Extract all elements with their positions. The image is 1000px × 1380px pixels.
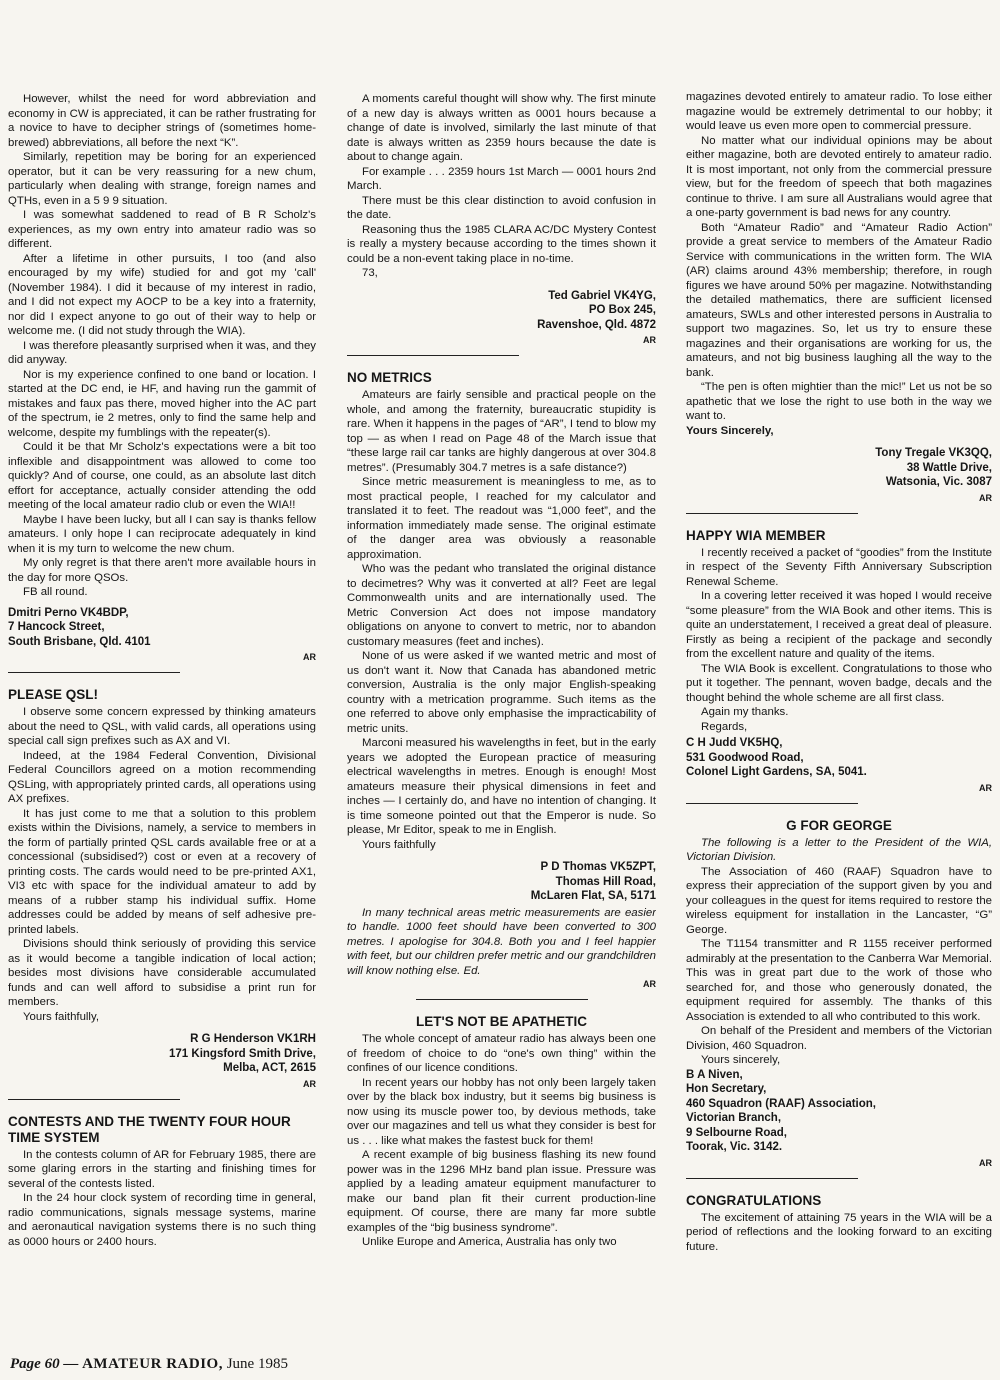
signature-line: P D Thomas VK5ZPT, — [540, 861, 656, 873]
paragraph: In the 24 hour clock system of recording time in general, radio communications, signals message systems, marine and aeronautical navigation systems there is no such thing as 0000 hours or 2400 hours. — [8, 1192, 316, 1248]
signature-judd — [686, 736, 992, 780]
paragraph: Amateurs are fairly sensible and practical people on the whole, and among the fraternity, bureaucratic stupidity is rare. When it happens in the pages of “AR”, I tend to blow my top — as when I read on Page 48 of the March issue that “these large rail car tanks are highly dangerous at over 304.8 metres”. (Presumably 304.7 metres is a safe distance?) — [347, 389, 656, 474]
signature-line: 38 Wattle Drive, — [906, 461, 992, 474]
signature-line: Hon Secretary, — [686, 1083, 767, 1095]
signature-henderson — [8, 1032, 316, 1076]
column-2 — [347, 92, 656, 1348]
paragraph: The Association of 460 (RAAF) Squadron have to express their appreciation of the support given by you and your colleagues in the quest for items required to restore the wireless equipment for installation in the Lancaster, “G” George. — [686, 865, 992, 936]
section-divider — [347, 355, 519, 356]
footer-issue-date: June 1985 — [222, 1356, 288, 1372]
signature-tregale — [686, 446, 992, 490]
ar-mark: AR — [303, 652, 316, 662]
editor-note: In many technical areas metric measurements are easier to handle. 1000 feet should have been converted to 300 metres. I apologise for 304.8. Both you and I feel happier with feet, but our children prefer metric and our grandchildren will know nothing else. Ed. — [347, 906, 656, 977]
paragraph: A moments careful thought will show why. The first minute of a new day is always written as 0001 hours because a change of date is involved, similarly the last minute of that date is always written as 2359 hours because the date is about to change again. — [347, 93, 656, 163]
signature-line: Toorak, Vic. 3142. — [686, 1141, 783, 1153]
section-divider — [686, 1178, 858, 1179]
signature-line: 9 Selbourne Road, — [686, 1126, 787, 1139]
signature-line: B A Niven, — [686, 1068, 743, 1081]
heading-please-qsl: PLEASE QSL! — [8, 687, 99, 702]
paragraph: No matter what our individual opinions may be about either magazine, both are devoted entirely to amateur radio. It is most important, not only from the commercial pressure view, but for the freedom of speech that both magazines continue to thrive. I am sure all Australians would agree that a one-party government is bad news for any country. — [686, 134, 992, 219]
signature-line: PO Box 245, — [588, 304, 656, 316]
paragraph: I was therefore pleasantly surprised when it was, and they did anyway. — [8, 339, 316, 366]
paragraph: Yours faithfully, — [23, 1010, 99, 1023]
paragraph: For example . . . 2359 hours 1st March — 0001 hours 2nd March. — [347, 165, 656, 192]
signature-line: R G Henderson VK1RH — [190, 1033, 316, 1045]
signature-line: 531 Goodwood Road, — [686, 751, 804, 764]
paragraph: Similarly, repetition may be boring for an experienced operator, but it can be very reassuring for a new chum, particularly when dealing with strange, foreign names and QTHs, even in a 5 9 9 situation. — [8, 151, 316, 207]
paragraph: Indeed, at the 1984 Federal Convention, Divisional Federal Councillors agreed on a motion recommending QSLing, with appropriately printed cards, all operations using AX prefixes. — [8, 749, 316, 805]
heading-contests: CONTESTS AND THE TWENTY FOUR HOUR TIME SYSTEM — [8, 1113, 291, 1145]
column-3 — [686, 90, 992, 1346]
paragraph: Unlike Europe and America, Australia has only two — [362, 1236, 617, 1248]
paragraph: In recent years our hobby has not only been largely taken over by the black box industry, but it seems big business is now using its muscle power too, by devious methods, take over our magazines and tell us what they consider is best for us . . . like what makes the fastest buck for them! — [347, 1076, 656, 1147]
signature-gabriel — [347, 289, 656, 333]
signature-line: Ted Gabriel VK4YG, — [548, 289, 656, 302]
heading-lets-not-be-apathetic: LET'S NOT BE APATHETIC — [416, 1014, 587, 1029]
paragraph: FB all round. — [23, 586, 88, 598]
signature-line: Victorian Branch, — [686, 1112, 782, 1124]
paragraph: Maybe I have been lucky, but all I can say is thanks fellow amateurs. I only hope I can reciprocate adequately in kind when it is my turn to welcome the new chum. — [8, 513, 316, 555]
paragraph: My only regret is that there aren't more available hours in the day for more QSOs. — [8, 557, 316, 584]
signature-line: 171 Kingsford Smith Drive, — [169, 1047, 316, 1060]
ar-mark: AR — [643, 335, 656, 345]
paragraph: magazines devoted entirely to amateur radio. To lose either magazine would be extremely detrimental to our hobby; it would leave us even more open to commercial pressure. — [686, 91, 992, 132]
paragraph: A recent example of big business flashing its new found power was in the 1296 MHz band plan issue. Pressure was applied by a leading amateur equipment manufacturer to make our band plan fit their current production-line equipment. Of course, there are many far more subtle examples of the “big business syndrome”. — [347, 1149, 656, 1234]
signature-line: 7 Hancock Street, — [8, 621, 105, 633]
intro-note: The following is a letter to the President of the WIA, Victorian Division. — [686, 836, 992, 863]
ar-mark: AR — [643, 979, 656, 989]
paragraph: I observe some concern expressed by thinking amateurs about the need to QSL, with valid cards, all operations using special call sign prefixes such as AX and VI. — [8, 706, 316, 747]
paragraph: The excitement of attaining 75 years in the WIA will be a period of reflections and the looking forward to an exciting future. — [686, 1211, 992, 1253]
signature-thomas — [347, 860, 656, 904]
paragraph: Who was the pedant who translated the original distance to decimetres? Why was it converted at all? Feet are legal Commonwealth units and are internationally used. The Metric Conversion Act does not impose mandatory obligations on anyone to convert to metric, nor to abandon customary measures (feet and inches). — [347, 563, 656, 648]
paragraph: The WIA Book is excellent. Congratulations to those who put it together. The pennant, woven badge, decals and the thought behind the whole scheme are all first class. — [686, 662, 992, 704]
ar-mark: AR — [303, 1078, 316, 1089]
page-footer — [10, 1356, 288, 1373]
heading-g-for-george: G FOR GEORGE — [786, 817, 892, 833]
paragraph: Marconi measured his wavelengths in feet, but in the early years we adopted the European practice of measuring electrical wavelengths in metres. Enough is enough! Most amateurs measure their physical dimensions in feet and inches — I certainly do, and have no intention of changing. It is time someone pointed out that the Emperor is nude. So please, Mr Editor, speak to me in English. — [347, 737, 656, 836]
closing-yours-sincerely: Yours Sincerely, — [686, 424, 774, 437]
signature-line: Dmitri Perno VK4BDP, — [8, 606, 129, 619]
footer-magazine-title: AMATEUR RADIO, — [82, 1356, 223, 1372]
signature-line: South Brisbane, Qld. 4101 — [8, 635, 151, 648]
paragraph: There must be this clear distinction to avoid confusion in the date. — [347, 194, 656, 221]
paragraph: “The pen is often mightier than the mic!” Let us not be so apathetic that we lose the right to use both in the way we want to. — [686, 381, 992, 422]
signature-niven — [686, 1068, 992, 1155]
section-divider — [8, 672, 180, 673]
signature-line: 460 Squadron (RAAF) Association, — [686, 1097, 876, 1110]
signature-line: Watsonia, Vic. 3087 — [885, 476, 992, 488]
section-divider — [686, 513, 858, 514]
section-divider — [8, 1099, 180, 1100]
paragraph: Nor is my experience confined to one band or location. I started at the DC end, ie HF, and having run the gammit of mistakes and faux pas there, moved higher into the AC part of the spectrum, ie 2 metres, only to find the same help and welcome, despite my fumblings with the repeater(s). — [8, 368, 316, 439]
section-divider — [686, 803, 858, 804]
signature-line: Ravenshoe, Qld. 4872 — [537, 318, 656, 331]
paragraph: Divisions should think seriously of providing this service as it would become a tangible indication of local action; besides most divisions have considerable accumulated funds and can well afford to subsidise a print run for members. — [8, 938, 316, 1008]
signature-line: Melba, ACT, 2615 — [223, 1062, 316, 1074]
heading-no-metrics: NO METRICS — [347, 370, 432, 385]
paragraph: 73, — [362, 267, 378, 279]
scholz-letter-body — [8, 92, 316, 600]
paragraph: Both “Amateur Radio” and “Amateur Radio Action” provide a great service to members of the Amateur Radio Service with communications in the written form. The WIA (AR) claims around 43% membership; therefore, in rough figures we have around 50% per magazine. Notwithstanding the detailed mathematics, there are sufficient licensed amateurs, SWLs and other interested persons in Australia to support two magazines. So, let us try to ensure these magazines and their organisations are working for us, the amateurs, and not big business laughing all the way to the bank. — [686, 221, 992, 379]
paragraph: Yours sincerely, — [701, 1054, 781, 1066]
paragraph: It has just come to me that a solution to this problem exists within the Divisions, namely, a service to members in the form of partially printed QSL cards available free or at a concessional (subsidised?) cost or even at a recovery of printing costs. The cards would need to be pre-printed AX1, VI3 etc with space for the individual amateur to add by means of a rubber stamp his individual suffix. Home addresses could be added by means of self adhesive pre-printed labels. — [8, 807, 316, 936]
paragraph: None of us were asked if we wanted metric and most of us don't want it. Now that Canada has abandoned metric conversion, Australia is the only major English-speaking country with a metrication programme. Such items as the one referred to above only emphasise the impracticability of metric units. — [347, 650, 656, 735]
heading-happy-wia-member: HAPPY WIA MEMBER — [686, 527, 826, 543]
paragraph: Yours faithfully — [362, 838, 436, 851]
paragraph: In a covering letter received it was hoped I would receive “some pleasure” from the WIA Book and other items. This is quite an understatement, I received a great deal of pleasure. Firstly as being a recipient of the package and secondly from the excellent nature and quality of the items. — [686, 590, 992, 660]
signature-line: Colonel Light Gardens, SA, 5041. — [686, 766, 867, 778]
signature-line: McLaren Flat, SA, 5171 — [530, 890, 656, 902]
paragraph: The whole concept of amateur radio has always been one of freedom of choice to do “one's own thing” within the confines of our licence conditions. — [347, 1033, 656, 1074]
paragraph: In the contests column of AR for February 1985, there are some glaring errors in the starting and finishing times for several of the contests listed. — [8, 1148, 316, 1190]
heading-congratulations: CONGRATULATIONS — [686, 1192, 822, 1208]
signature-perno — [8, 606, 316, 650]
paragraph: Again my thanks. — [701, 706, 789, 718]
ar-mark: AR — [979, 782, 992, 793]
paragraph: I recently received a packet of “goodies” from the Institute in respect of the Seventy Fifth Anniversary Subscription Renewal Scheme. — [686, 546, 992, 588]
paragraph: The T1154 transmitter and R 1155 receiver performed admirably at the presentation to the Canberra War Memorial. This was in great part due to the work of those who searched for, and those who generously donated, the equipment required for assembly. The thanks of this Association is extended to all who contributed to this work. — [686, 938, 992, 1023]
paragraph: Reasoning thus the 1985 CLARA AC/DC Mystery Contest is really a mystery because according to the times shown it could be a non-event taking place in no-time. — [347, 223, 656, 265]
section-divider — [416, 999, 588, 1000]
paragraph: Could it be that Mr Scholz's expectations were a bit too inflexible and disappointment was allowed to come too quickly? And of course, one could, as an absolute last ditch effort for acceptance, actually consider attending the odd meeting of the local amateur radio club or even the WIA!! — [8, 441, 316, 511]
signature-line: Thomas Hill Road, — [555, 875, 656, 888]
footer-page-number: Page 60 — — [10, 1356, 83, 1372]
paragraph: I was somewhat saddened to read of B R Scholz's experiences, as my own entry into amateur radio was so different. — [8, 209, 316, 250]
paragraph: On behalf of the President and members of the Victorian Division, 460 Squadron. — [686, 1025, 992, 1052]
signature-line: Tony Tregale VK3QQ, — [875, 447, 992, 459]
paragraph: However, whilst the need for word abbreviation and economy in CW is appreciated, it can be rather frustrating for a novice to have to decipher strings of (sometimes home-brewed) abbreviations, all before the next “K”. — [8, 93, 316, 149]
signature-line: C H Judd VK5HQ, — [686, 737, 783, 749]
paragraph: Since metric measurement is meaningless to me, as to most practical people, I reached for my calculator and translated it to feet. The readout was “1,000 feet”, and the information immediately made sense. The original estimate of the danger area was obviously a reasonable approximation. — [347, 476, 656, 561]
column-1 — [8, 92, 316, 1348]
paragraph: After a lifetime in other pursuits, I too (and also encouraged by my wife) studied for and got my 'call' (November 1984). I did it because of my interest in radio, and I did not expect my AOCP to be a key into a fraternity, nor did I expect anyone to go out of their way to help or welcome me. (I did not study through the WIA). — [8, 252, 316, 337]
ar-mark: AR — [979, 492, 992, 503]
ar-mark: AR — [979, 1157, 992, 1168]
paragraph: Regards, — [701, 720, 748, 733]
